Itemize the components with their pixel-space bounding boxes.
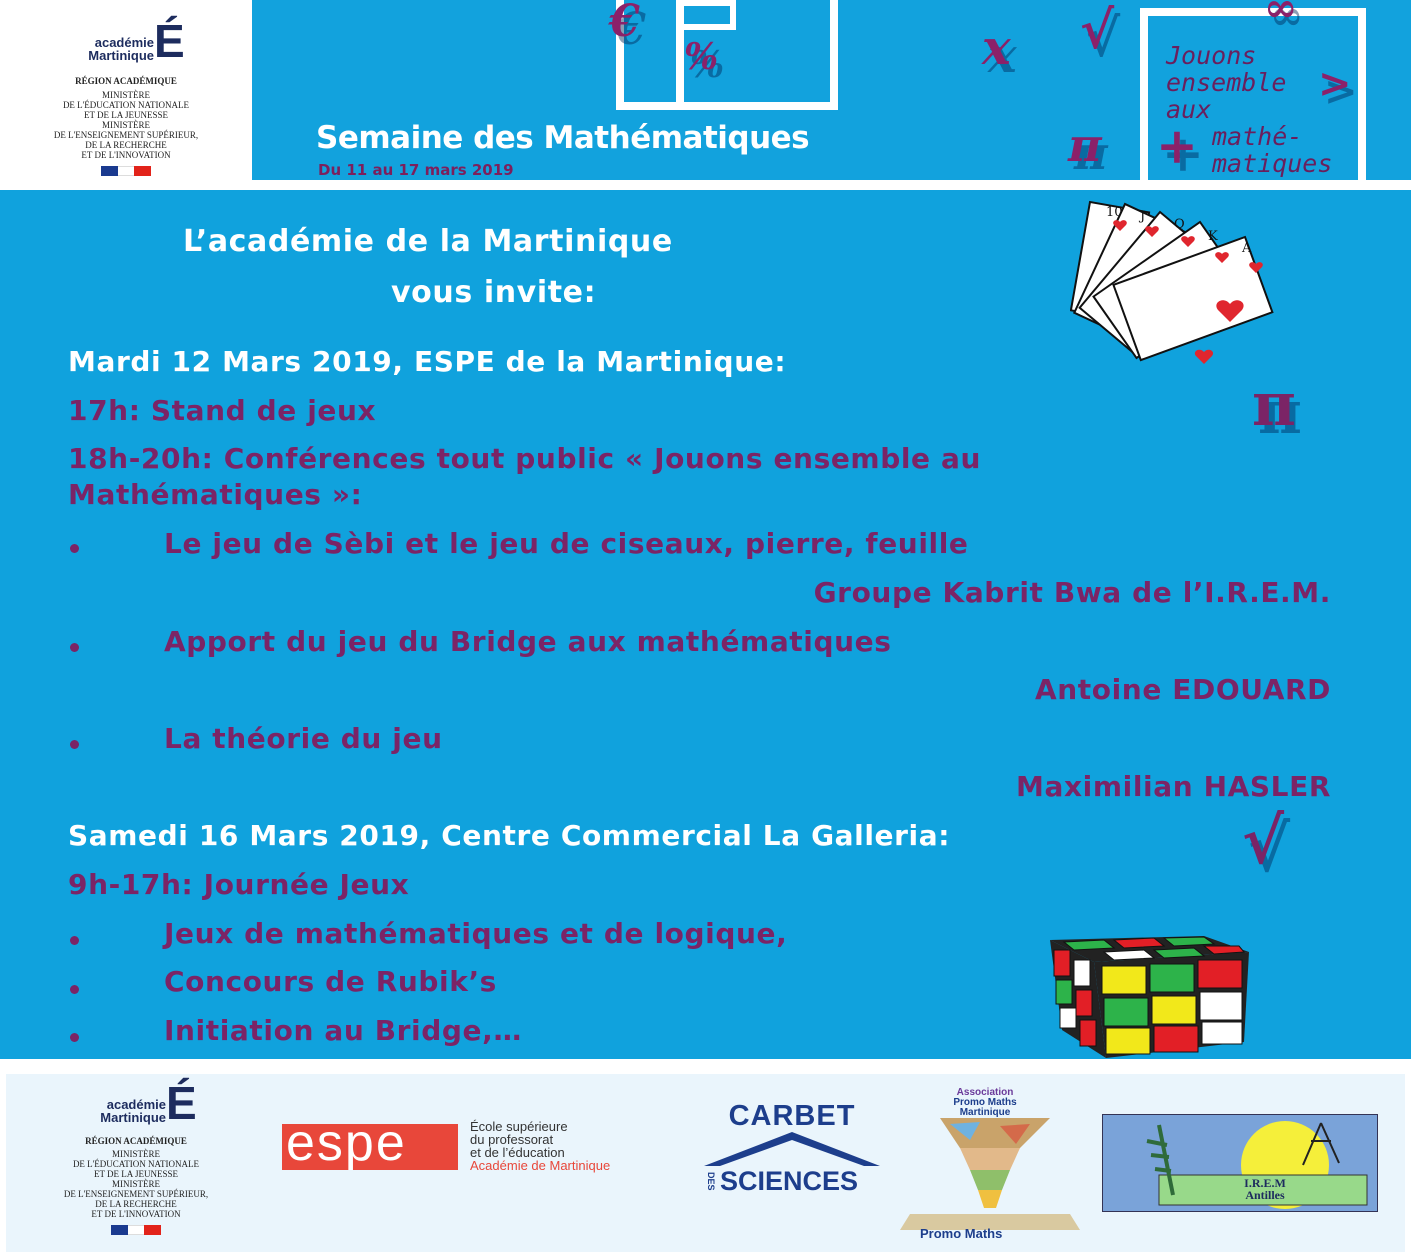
irem-line-2: Antilles bbox=[1245, 1188, 1285, 1202]
footer-logo-ministere2-line4: ET DE L'INNOVATION bbox=[91, 1209, 181, 1219]
carbet-roof-icon bbox=[704, 1130, 880, 1166]
plus-symbol-icon: + bbox=[1156, 116, 1198, 175]
banner-title: Semaine des Mathématiques bbox=[316, 120, 810, 156]
bullet-icon bbox=[70, 643, 79, 652]
pi-decor-icon: π bbox=[1252, 370, 1296, 440]
pi-symbol-icon: π bbox=[1068, 118, 1102, 172]
espe-caption bbox=[470, 1120, 610, 1172]
day2-bullet-2: Concours de Rubik’s bbox=[164, 965, 497, 998]
promo-bottom-text: Promo Maths bbox=[920, 1226, 1003, 1241]
espe-line-3: et de l’éducation bbox=[470, 1145, 565, 1160]
logo-ministere2: MINISTÈRE bbox=[102, 120, 150, 130]
carbet-des-sciences-logo bbox=[704, 1102, 880, 1202]
espe-logo-text: espe bbox=[286, 1124, 407, 1170]
footer-logo-ministere1: MINISTÈRE bbox=[112, 1149, 160, 1159]
logo-ministere2-line4: ET DE L'INNOVATION bbox=[81, 150, 171, 160]
talk-2-title: Apport du jeu du Bridge aux mathématiques bbox=[164, 625, 892, 658]
banner-frame-inner bbox=[676, 0, 736, 30]
irem-logo bbox=[1102, 1114, 1378, 1212]
day1-stand-de-jeux: 17h: Stand de jeux bbox=[68, 394, 377, 427]
footer-logo-e-letter: É bbox=[166, 1077, 197, 1129]
x-symbol-icon: x bbox=[982, 20, 1011, 76]
bullet-icon bbox=[70, 544, 79, 553]
main-invitation-panel bbox=[0, 190, 1411, 1059]
greater-symbol-icon: > bbox=[1318, 60, 1352, 107]
footer-logo-ministere1-line2: DE L'ÉDUCATION NATIONALE bbox=[72, 1159, 200, 1169]
talk-1-speaker: Groupe Kabrit Bwa de l’I.R.E.M. bbox=[813, 576, 1331, 609]
day1-conferences-line1: 18h-20h: Conférences tout public « Jouons ensemble au bbox=[68, 442, 982, 475]
logo-ministere2-line2: DE L'ENSEIGNEMENT SUPÉRIEUR, bbox=[53, 130, 199, 140]
talk-2-speaker: Antoine EDOUARD bbox=[1034, 673, 1331, 706]
promo-association: Association bbox=[956, 1087, 1014, 1098]
footer-logos-strip bbox=[6, 1074, 1405, 1252]
carbet-top-text: CARBET bbox=[728, 1100, 856, 1132]
banner-dates: Du 11 au 17 mars 2019 bbox=[318, 161, 514, 179]
intro-line-1: L’académie de la Martinique bbox=[183, 224, 673, 259]
banner-slogan bbox=[1166, 42, 1332, 177]
slogan-line-1: Jouons bbox=[1166, 41, 1257, 70]
footer-logo-ministere2-line2: DE L'ENSEIGNEMENT SUPÉRIEUR, bbox=[63, 1189, 209, 1199]
carbet-bottom-text: SCIENCES bbox=[720, 1166, 859, 1196]
percent-symbol-icon: % bbox=[684, 36, 719, 78]
slogan-line-3: aux bbox=[1166, 95, 1212, 124]
carbet-des-text: DES bbox=[706, 1172, 716, 1191]
slogan-line-2: ensemble bbox=[1166, 68, 1287, 97]
promo-top-name: Promo Maths bbox=[953, 1097, 1017, 1108]
promo-maths-logo bbox=[890, 1088, 1080, 1252]
slogan-line-4: mathé- bbox=[1212, 122, 1303, 151]
footer-french-flag-icon bbox=[111, 1225, 161, 1235]
footer-academie-logo bbox=[6, 1077, 266, 1235]
card-rank-j: J bbox=[1140, 209, 1146, 224]
bullet-icon bbox=[70, 936, 79, 945]
footer-logo-region: RÉGION ACADÉMIQUE bbox=[85, 1136, 187, 1146]
day2-bullet-3: Initiation au Bridge,… bbox=[164, 1014, 522, 1047]
espe-logo bbox=[282, 1124, 458, 1170]
footer-logo-ministere2-line3: DE LA RECHERCHE bbox=[95, 1199, 177, 1209]
talk-1-title: Le jeu de Sèbi et le jeu de ciseaux, pierre, feuille bbox=[164, 527, 969, 560]
espe-line-2: du professorat bbox=[470, 1132, 554, 1147]
logo-e-letter: É bbox=[154, 15, 185, 67]
bullet-icon bbox=[70, 1033, 79, 1042]
header-academie-logo bbox=[0, 0, 252, 182]
card-rank-q: Q bbox=[1174, 217, 1185, 232]
rubiks-cube-icon bbox=[1044, 930, 1254, 1059]
french-flag-icon bbox=[101, 166, 151, 176]
espe-line-4: Académie de Martinique bbox=[470, 1158, 611, 1173]
logo-region: RÉGION ACADÉMIQUE bbox=[75, 76, 177, 86]
day2-heading: Samedi 16 Mars 2019, Centre Commercial La Galleria: bbox=[68, 819, 951, 852]
talk-3-speaker: Maximilian HASLER bbox=[1016, 770, 1331, 803]
day2-bullet-1: Jeux de mathématiques et de logique, bbox=[164, 917, 788, 950]
footer-logo-martinique: Martinique bbox=[100, 1110, 166, 1125]
card-rank-10: 10 bbox=[1106, 205, 1123, 220]
footer-logo-ministere2: MINISTÈRE bbox=[112, 1179, 160, 1189]
promo-tower-icon bbox=[890, 1118, 1080, 1230]
playing-cards-icon bbox=[1070, 192, 1360, 382]
card-rank-k: K bbox=[1208, 229, 1218, 244]
talk-3-title: La théorie du jeu bbox=[164, 722, 443, 755]
day1-heading: Mardi 12 Mars 2019, ESPE de la Martinique: bbox=[68, 345, 787, 378]
card-rank-a: A bbox=[1242, 241, 1252, 256]
espe-line-1: École supérieure bbox=[470, 1119, 568, 1134]
logo-martinique-text: Martinique bbox=[88, 48, 154, 63]
footer-logo-ministere1-line3: ET DE LA JEUNESSE bbox=[93, 1169, 179, 1179]
day1-conferences-line2: Mathématiques »: bbox=[68, 478, 363, 511]
logo-academie-text: académie bbox=[94, 35, 154, 50]
logo-ministere1-line2: DE L'ÉDUCATION NATIONALE bbox=[62, 100, 190, 110]
footer-logo-academie: académie bbox=[106, 1097, 166, 1112]
irem-line-1: I.R.E.M bbox=[1244, 1176, 1286, 1190]
academie-logo-block bbox=[0, 15, 252, 176]
promo-martinique: Martinique bbox=[959, 1107, 1011, 1118]
header-banner bbox=[252, 0, 1411, 180]
slogan-line-5: matiques bbox=[1212, 149, 1333, 178]
day2-journee-jeux: 9h-17h: Journée Jeux bbox=[68, 868, 410, 901]
logo-ministere1: MINISTÈRE bbox=[102, 90, 150, 100]
intro-line-2: vous invite: bbox=[391, 275, 597, 310]
bullet-icon bbox=[70, 985, 79, 994]
bullet-icon bbox=[70, 740, 79, 749]
sqrt-decor-icon: √ bbox=[1242, 804, 1285, 879]
logo-ministere1-line3: ET DE LA JEUNESSE bbox=[83, 110, 169, 120]
euro-symbol-icon: € bbox=[609, 0, 640, 47]
logo-ministere2-line3: DE LA RECHERCHE bbox=[85, 140, 167, 150]
infinity-symbol-icon: ∞ bbox=[1264, 0, 1298, 31]
sqrt-symbol-icon: √ bbox=[1080, 0, 1115, 61]
